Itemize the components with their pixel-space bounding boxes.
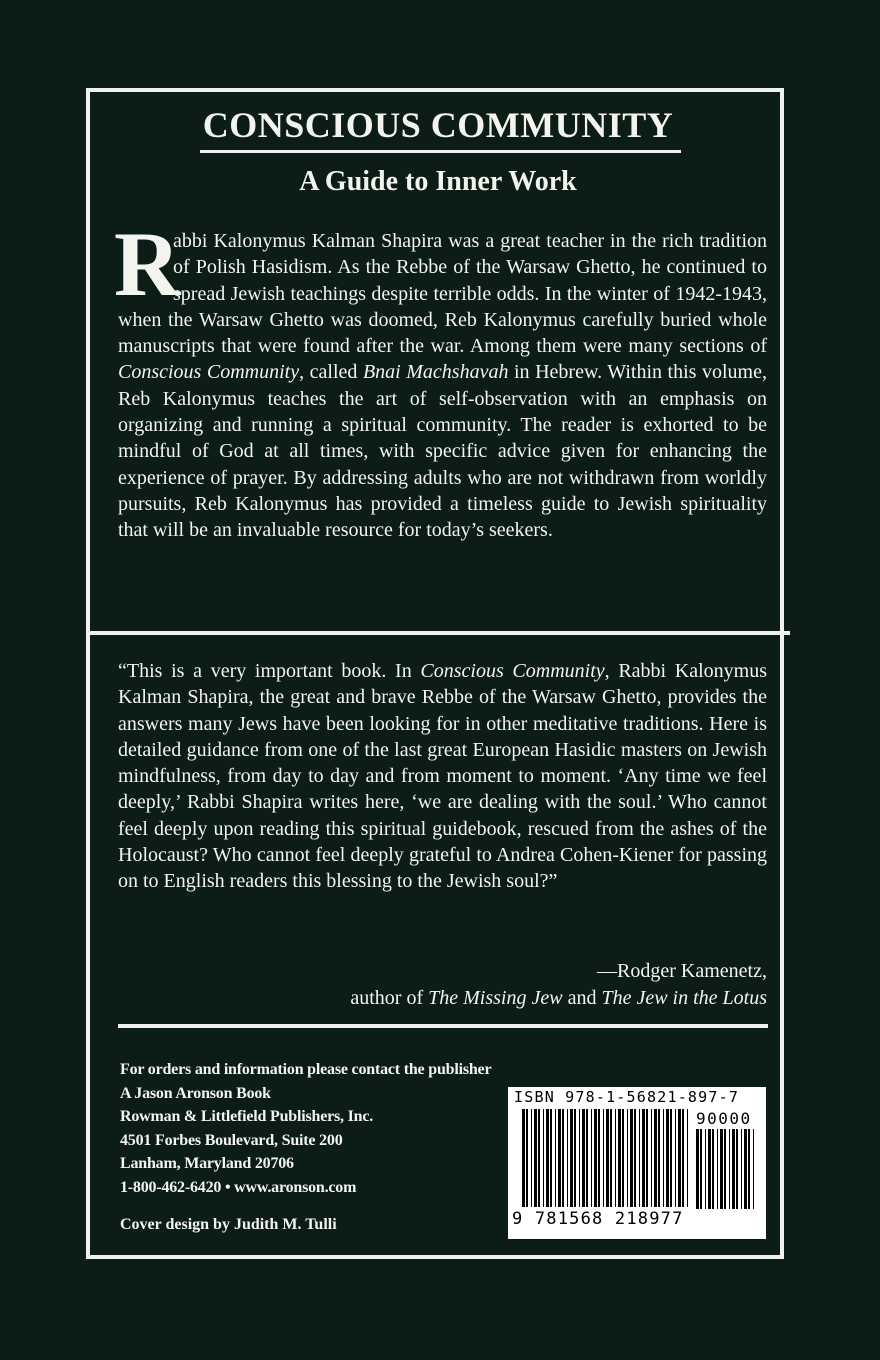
barcode-bar: [627, 1109, 628, 1207]
barcode-bar: [666, 1109, 669, 1207]
barcode-bar: [546, 1109, 549, 1207]
book-title: CONSCIOUS COMMUNITY: [202, 105, 674, 145]
book-reference-1: The Missing Jew: [428, 987, 563, 1009]
barcode-bar: [610, 1109, 612, 1207]
barcode-bar: [594, 1109, 597, 1207]
book-subtitle: A Guide to Inner Work: [299, 166, 577, 197]
barcode-bar: [741, 1129, 742, 1209]
endorsement-author-note: author of The Missing Jew and The Jew in the Lotus: [350, 987, 767, 1009]
barcode-digits: 9 781568 218977: [512, 1209, 684, 1229]
barcode-bar: [574, 1109, 576, 1207]
barcode-bar: [555, 1109, 556, 1207]
barcode-bar: [748, 1129, 750, 1209]
barcode-bar: [639, 1109, 640, 1207]
description-italic-2: Bnai Machshavah: [362, 361, 509, 384]
barcode-bar: [526, 1109, 528, 1207]
barcode-bar: [724, 1129, 726, 1209]
contact-line: For orders and information please contact the publisher: [120, 1061, 492, 1078]
barcode-bar: [598, 1109, 600, 1207]
contact-line: 4501 Forbes Boulevard, Suite 200: [120, 1131, 343, 1149]
bottom-rule: [118, 1024, 768, 1028]
barcode-bar: [570, 1109, 573, 1207]
section-divider: [86, 631, 790, 635]
barcode-bar: [567, 1109, 568, 1207]
barcode-bar: [646, 1109, 648, 1207]
cover-design-credit: Cover design by Judith M. Tulli: [120, 1216, 337, 1233]
barcode-bar: [615, 1109, 616, 1207]
description-text-1: abbi Kalonymus Kalman Shapira was a great teacher in the rich tradition of Polish Hasidism. As the Rebbe of the Warsaw Ghetto, he continued to spread Jewish teachings despite terrible odds. In the winter of 1942-1943, when the Warsaw Ghetto was doomed, Reb Kalonymus carefully buried whole manuscripts that were found after the war. Among them were many sections of: [118, 230, 767, 358]
quote-text-1: “This is a very important book. In: [118, 660, 421, 682]
book-reference-2: The Jew in the Lotus: [601, 987, 767, 1009]
barcode-bar: [717, 1129, 718, 1209]
endorsement-quote: [118, 658, 767, 895]
drop-cap: R: [114, 213, 181, 315]
barcode-bar: [700, 1129, 702, 1209]
barcode-bar: [753, 1129, 754, 1209]
barcode-bar: [732, 1129, 735, 1209]
publisher-contact: [120, 1058, 491, 1199]
barcode-bar: [558, 1109, 561, 1207]
barcode-bar: [720, 1129, 723, 1209]
barcode-bar: [522, 1109, 525, 1207]
barcode-bar: [729, 1129, 730, 1209]
barcode-bars: [522, 1109, 692, 1207]
description-italic-1: Conscious Community: [118, 361, 300, 384]
contact-line: Lanham, Maryland 20706: [120, 1155, 294, 1172]
barcode-bar: [550, 1109, 552, 1207]
quote-italic: Conscious Community: [420, 660, 605, 682]
contact-line: 1-800-462-6420 • www.aronson.com: [120, 1178, 357, 1196]
barcode-bar: [712, 1129, 714, 1209]
barcode-bar: [586, 1109, 588, 1207]
isbn-barcode: [508, 1087, 766, 1239]
barcode-bar: [603, 1109, 604, 1207]
isbn-number: ISBN 978-1-56821-897-7: [514, 1088, 740, 1106]
barcode-bar: [736, 1129, 738, 1209]
barcode-bar: [538, 1109, 540, 1207]
barcode-bar: [630, 1109, 633, 1207]
barcode-bar: [591, 1109, 592, 1207]
barcode-bar: [696, 1129, 699, 1209]
description-paragraph: [118, 228, 767, 544]
barcode-bar: [682, 1109, 684, 1207]
description-text-2: , called: [299, 361, 363, 384]
barcode-bar: [582, 1109, 585, 1207]
barcode-bar: [705, 1129, 706, 1209]
barcode-bar: [634, 1109, 636, 1207]
barcode-bar: [622, 1109, 624, 1207]
barcode-bar: [658, 1109, 660, 1207]
barcode-bar: [678, 1109, 681, 1207]
barcode-bar: [670, 1109, 672, 1207]
barcode-bar: [654, 1109, 657, 1207]
barcode-bar: [531, 1109, 532, 1207]
barcode-bar: [708, 1129, 711, 1209]
barcode-bar: [618, 1109, 621, 1207]
contact-line: A Jason Aronson Book: [120, 1084, 271, 1102]
title-underline: [200, 150, 681, 153]
barcode-bar: [534, 1109, 537, 1207]
barcode-bar: [562, 1109, 564, 1207]
description-text-3: in Hebrew. Within this volume, Reb Kalonymus teaches the art of self-observation with an emphasis on organizing and running a spiritual community. The reader is exhorted to be mindful of God at all times, with specific advice given for enhancing the experience of prayer. By addressing adults who are not withdrawn from worldly pursuits, Reb Kalonymus has provided a timeless guide to Jewish spirituality that will be an invaluable resource for today’s seekers.: [118, 361, 767, 542]
barcode-bar: [675, 1109, 676, 1207]
price-code: 90000: [696, 1109, 752, 1128]
barcode-bar: [543, 1109, 544, 1207]
contact-line: Rowman & Littlefield Publishers, Inc.: [120, 1108, 374, 1125]
price-barcode-bars: [696, 1129, 758, 1209]
barcode-bar: [651, 1109, 652, 1207]
barcode-bar: [663, 1109, 664, 1207]
barcode-bar: [606, 1109, 609, 1207]
barcode-bar: [642, 1109, 645, 1207]
barcode-bar: [687, 1109, 688, 1207]
barcode-bar: [579, 1109, 580, 1207]
quote-text-2: , Rabbi Kalonymus Kalman Shapira, the great and brave Rebbe of the Warsaw Ghetto, provides the answers many Jews have been looking for in other meditative traditions. Here is detailed guidance from one of the last great European Hasidic masters on Jewish mindfulness, from day to day and from moment to moment. ‘Any time we feel deeply,’ Rabbi Shapira writes here, ‘we are dealing with the soul.’ Who cannot feel deeply upon reading this spiritual guidebook, rescued from the ashes of the Holocaust? Who cannot feel deeply grateful to Andrea Cohen-Kiener for passing on to English readers this blessing to the Jewish soul?”: [118, 660, 767, 893]
barcode-bar: [744, 1129, 747, 1209]
endorsement-author: —Rodger Kamenetz,: [597, 960, 767, 982]
